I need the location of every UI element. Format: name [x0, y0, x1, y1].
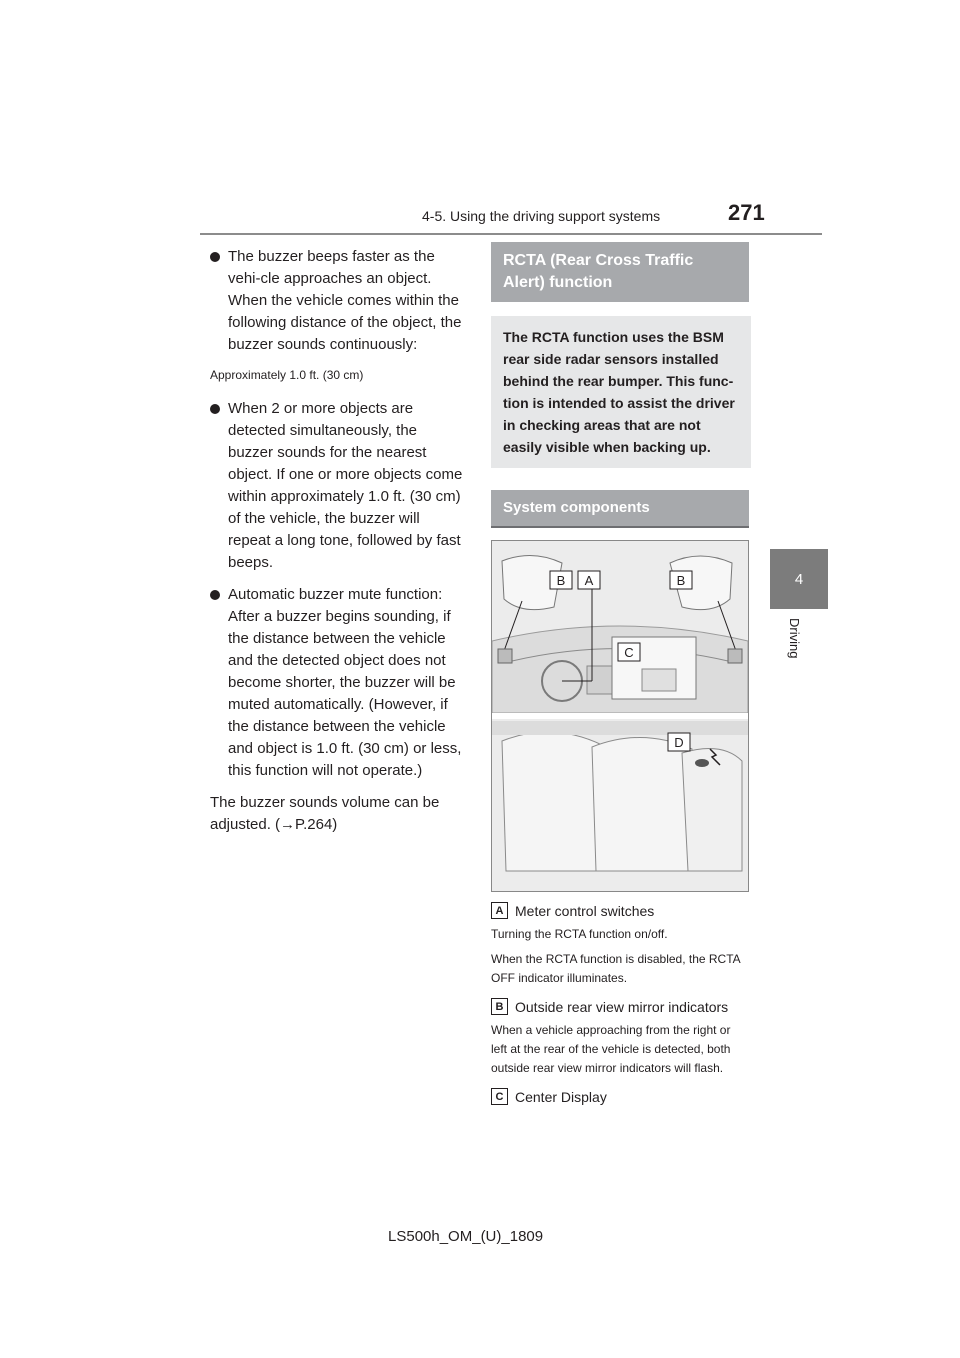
callout-title-b: Outside rear view mirror indicators [515, 998, 729, 1015]
page-header [0, 0, 960, 240]
volume-paragraph: The buzzer sounds volume can be adjusted. (→P.264) [210, 794, 440, 833]
chapter-tab [770, 549, 828, 609]
callout-title-c: Center Display [515, 1088, 607, 1105]
callout-desc-b-1: When a vehicle approaching from the right or left at the rear of the vehicle is detected, both outside rear view mirror indicators will flash. [491, 1023, 731, 1075]
components-illustration [492, 541, 748, 891]
section-heading: RCTA (Rear Cross Traffic Alert) function [491, 242, 749, 302]
label-b-left-text: B [556, 573, 566, 588]
label-b-right-text: B [676, 573, 686, 588]
section-title: 4-5. Using the driving support systems [422, 208, 661, 224]
subheading: System components [491, 490, 749, 528]
chapter-number: 4 [794, 570, 804, 588]
bullet-text: The buzzer beeps faster as the vehi-cle approaches an object. When the vehicle comes within the following distance of the object, the buzzer sounds continuously: [228, 248, 462, 353]
label-a-text: A [584, 573, 594, 588]
bullet-dot-icon [210, 252, 220, 262]
intro-box: The RCTA function uses the BSM rear side radar sensors installed behind the rear bumper. This func-tion is intended to assist the driver in checking areas that are not easily visible when backing up. [491, 316, 751, 468]
bullet-text: When 2 or more objects are detected simultaneously, the buzzer sounds for the nearest object. If one or more objects come within approximately 1.0 ft. (30 cm) of the vehicle, the buzzer will repeat a long tone, followed by fast beeps. [228, 400, 463, 571]
callout-letter-a: A [491, 902, 508, 919]
page-number: 271 [728, 200, 765, 225]
bullet-item [210, 246, 465, 356]
label-c-text: C [624, 645, 634, 660]
callout-desc-a-1: Turning the RCTA function on/off. [491, 927, 668, 941]
header-divider [200, 233, 822, 235]
bullet-item [210, 398, 465, 574]
callout-c [491, 1088, 751, 1105]
chapter-label: Driving [787, 618, 802, 659]
right-column [491, 242, 751, 1105]
bullet-text: Automatic buzzer mute function: After a buzzer begins sounding, if the distance between the vehicle and the detected object does not become shorter, the buzzer will be muted automatically. (However, if the distance between the vehicle and object is 1.0 ft. (30 cm) or less, this function will not operate.) [228, 586, 462, 779]
distance-note: Approximately 1.0 ft. (30 cm) [210, 368, 364, 382]
document-code: LS500h_OM_(U)_1809 [388, 1228, 544, 1245]
bullet-dot-icon [210, 590, 220, 600]
label-d-text: D [674, 735, 684, 750]
bullet-item [210, 584, 465, 782]
callout-a [491, 902, 751, 988]
callout-letter-b: B [491, 998, 508, 1015]
left-column [210, 246, 465, 836]
bullet-dot-icon [210, 404, 220, 414]
callout-title-a: Meter control switches [515, 902, 655, 919]
callout-letter-c: C [491, 1088, 508, 1105]
callout-b [491, 998, 751, 1078]
callout-desc-a-2: When the RCTA function is disabled, the RCTA OFF indicator illuminates. [491, 952, 741, 985]
system-components-figure [491, 540, 749, 892]
